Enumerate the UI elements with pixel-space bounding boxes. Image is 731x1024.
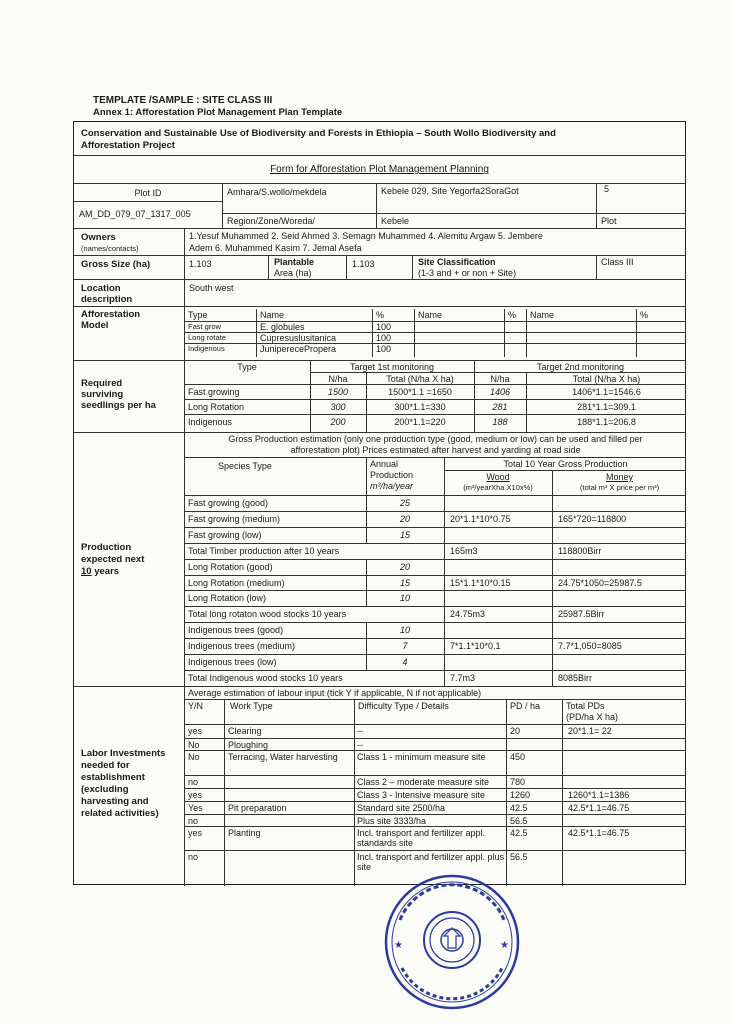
seedlings-value: 1406*1.1=1546.6: [572, 387, 641, 397]
labor-difficulty: Class 3 - Intensive measure site: [357, 790, 486, 800]
afforestation-cell: Cupresuslusitanica: [260, 333, 337, 343]
production-species: Long Rotation (low): [188, 593, 267, 603]
labor-label-5: harvesting and: [81, 796, 149, 807]
afforestation-header: Name: [530, 310, 555, 320]
afforestation-row: [74, 306, 685, 361]
labor-difficulty: Class 1 - minimum measure site: [357, 752, 486, 762]
form-title-row: [74, 155, 685, 184]
labor-yn: yes: [188, 726, 203, 736]
site-class-sub: (1-3 and + or non + Site): [418, 268, 517, 278]
production-species: Indigenous trees (medium): [188, 641, 296, 651]
seedlings-value: 281*1.1=309.1: [577, 402, 636, 412]
region-value: Amhara/S.wollo/mekdela: [227, 187, 327, 197]
afforestation-cell: Long rotate: [188, 333, 226, 342]
seedlings-target-1: Target 1st monitoring: [349, 362, 435, 372]
labor-work-type: Planting: [228, 828, 261, 838]
site-class-value: Class III: [601, 257, 634, 267]
production-wood-value: 7.7m3: [450, 673, 476, 683]
plot-number: 5: [604, 184, 610, 194]
labor-pd: 1260: [510, 790, 531, 800]
production-money-value: 7.7*1,050=8085: [558, 641, 622, 651]
table-rule: [184, 527, 685, 528]
table-rule: [444, 622, 445, 638]
template-title: TEMPLATE /SAMPLE : SITE CLASS III: [93, 95, 273, 106]
production-total-label: Total long rotaton wood stocks 10 years: [188, 609, 347, 619]
table-rule: [444, 638, 445, 654]
table-rule: [444, 527, 445, 543]
table-rule: [184, 606, 685, 607]
table-rule: [224, 699, 225, 886]
table-rule: [184, 801, 685, 802]
table-rule: [184, 543, 685, 544]
table-rule: [184, 738, 685, 739]
table-rule: [184, 699, 685, 700]
table-rule: [552, 638, 553, 654]
table-rule: [552, 575, 553, 591]
table-rule: [366, 457, 367, 495]
owners-sublabel: (names/contacts): [81, 244, 139, 253]
seedlings-value: 188: [492, 417, 508, 427]
labor-pd: 780: [510, 777, 526, 787]
seedlings-value: 1500: [327, 387, 349, 397]
table-rule: [184, 495, 685, 496]
region-label: Region/Zone/Woreda/: [227, 216, 315, 226]
seedlings-value: 300*1.1=330: [394, 402, 446, 412]
official-seal-stamp: [382, 872, 522, 1012]
production-species: Fast growing (good): [188, 498, 269, 508]
table-rule: [444, 559, 445, 575]
table-rule: [354, 699, 355, 886]
production-annual-value: 15: [399, 578, 410, 588]
project-title-2: Afforestation Project: [81, 140, 175, 151]
table-rule: [444, 470, 685, 471]
seedlings-value: 1500*1.1 =1650: [388, 387, 452, 397]
table-rule: [184, 724, 685, 725]
table-rule: [552, 622, 553, 638]
production-wood-value: 165m3: [450, 546, 478, 556]
labor-yn: No: [188, 740, 200, 750]
afforestation-label-2: Model: [81, 320, 109, 331]
seedlings-type: Long Rotation: [188, 402, 245, 412]
production-species: Fast growing (low): [188, 530, 262, 540]
owners-line-2: Adem 6. Muhammed Kasim 7. Jemal Asefa: [189, 243, 362, 253]
table-rule: [506, 699, 507, 886]
table-rule: [414, 309, 415, 357]
owners-row: [74, 228, 685, 256]
owners-line-1: 1.Yesuf Muhammed 2. Seid Ahmed 3. Semagn Muhammed 4. Alemitu Argaw 5. Jembere: [189, 231, 543, 241]
labor-row: [74, 686, 685, 886]
gross-size-label: Gross Size (ha): [81, 259, 151, 270]
production-annual-value: 4: [402, 657, 408, 667]
afforestation-cell: E. globules: [260, 322, 305, 332]
table-rule: [184, 814, 685, 815]
gross-size-row: [74, 255, 685, 280]
seedlings-value: 200*1.1=220: [394, 417, 446, 427]
table-rule: [184, 638, 685, 639]
table-rule: [552, 590, 553, 606]
production-annual-value: 25: [399, 498, 410, 508]
afforestation-label: Afforestation: [81, 309, 141, 320]
seedlings-value: 281: [492, 402, 508, 412]
seedlings-type: Indigenous: [188, 417, 233, 427]
afforestation-header: Name: [418, 310, 443, 320]
seedlings-value: 188*1.1=206.8: [577, 417, 636, 427]
labor-pd: 56.5: [510, 816, 528, 826]
labor-pd: 56.5: [510, 852, 528, 862]
table-rule: [184, 788, 685, 789]
production-row: [74, 432, 685, 687]
table-rule: [444, 575, 445, 591]
afforestation-header: Type: [188, 310, 208, 320]
table-rule: [552, 543, 553, 559]
labor-total: 42.5*1.1=46.75: [568, 828, 630, 838]
table-rule: [184, 457, 685, 458]
labor-label-2: needed for: [81, 760, 130, 771]
gross-size-value: 1.103: [189, 259, 212, 269]
production-money-value: 25987.5Birr: [558, 609, 605, 619]
table-rule: [444, 511, 445, 527]
table-rule: [636, 309, 637, 357]
table-rule: [256, 309, 257, 357]
afforestation-cell: JuniperecePropera: [260, 344, 337, 354]
seedlings-label: Required: [81, 378, 123, 389]
table-rule: [552, 495, 553, 511]
table-rule: [310, 372, 685, 373]
afforestation-cell: 100: [376, 333, 392, 343]
labor-yn: Yes: [188, 803, 203, 813]
production-species: Indigenous trees (good): [188, 625, 284, 635]
seedlings-row: [74, 360, 685, 433]
labor-total: 42.5*1.1=46.75: [568, 803, 630, 813]
production-total10-header: Total 10 Year Gross Production: [503, 459, 628, 469]
table-rule: [184, 850, 685, 851]
production-money-sub: (total m³ X price per m³): [579, 483, 660, 492]
plot-id-label: Plot ID: [134, 188, 162, 198]
table-rule: [552, 654, 553, 670]
annex-title: Annex 1: Afforestation Plot Management Plan Template: [93, 107, 343, 118]
table-rule: [184, 511, 685, 512]
afforestation-cell: 100: [376, 322, 392, 332]
table-rule: [184, 654, 685, 655]
labor-yn-header: Y/N: [188, 701, 204, 711]
production-money-value: 8085Birr: [558, 673, 593, 683]
labor-pd-header: PD / ha: [510, 701, 541, 711]
table-rule: [184, 622, 685, 623]
labor-difficulty: Class 2 – moderate measure site: [357, 777, 490, 787]
seedlings-value: 200: [330, 417, 346, 427]
owners-label: Owners: [81, 232, 116, 243]
seedlings-type-header: Type: [237, 362, 257, 372]
production-money-value: 118800Birr: [558, 546, 602, 556]
labor-label-3: establishment: [81, 772, 145, 783]
production-species: Long Rotation (good): [188, 562, 273, 572]
production-annual-header-3: m³/ha/year: [370, 481, 414, 491]
labor-pd: 42.5: [510, 828, 528, 838]
labor-work-type: Ploughing: [228, 740, 269, 750]
table-rule: [444, 606, 445, 622]
production-wood-value: 24.75m3: [450, 609, 486, 619]
production-species: Fast growing (medium): [188, 514, 281, 524]
production-annual-value: 15: [399, 530, 410, 540]
labor-note: Average estimation of labour input (tick Y if applicable, N if not applicable): [188, 688, 482, 698]
table-rule: [562, 699, 563, 886]
labor-work-type: Terracing, Water harvesting: [228, 752, 338, 762]
plot-label: Plot: [601, 216, 617, 226]
production-note-1: Gross Production estimation (only one production type (good, medium or low) can be used and filled per: [228, 434, 643, 444]
location-label: Location: [81, 283, 121, 294]
plot-id-value: AM_DD_079_07_1317_005: [79, 209, 191, 219]
labor-pd: 42.5: [510, 803, 528, 813]
labor-difficulty: Incl. transport and fertilizer appl. plus site: [357, 852, 505, 872]
production-annual-header-2: Production: [370, 470, 414, 480]
labor-difficulty-header: Difficulty Type / Details: [358, 701, 449, 711]
labor-yn: yes: [188, 790, 203, 800]
seedlings-total-1: Total (N/ha X ha): [386, 374, 454, 384]
production-wood-value: 20*1.1*10*0.75: [450, 514, 511, 524]
site-class-label: Site Classification: [418, 257, 496, 267]
labor-label: Labor Investments: [81, 748, 166, 759]
production-note-2: afforestation plot) Prices estimated after harvest and yarding at road side: [290, 445, 581, 455]
table-rule: [184, 384, 685, 385]
form-title: Form for Afforestation Plot Management Planning: [270, 164, 489, 175]
afforestation-header: Name: [260, 310, 285, 320]
labor-yn: no: [188, 816, 199, 826]
kebele-value: Kebele 029, Site Yegorfa2SoraGot: [381, 186, 519, 196]
production-species: Indigenous trees (low): [188, 657, 277, 667]
location-row: [74, 279, 685, 307]
table-rule: [504, 309, 505, 357]
table-rule: [444, 543, 445, 559]
table-rule: [552, 670, 553, 686]
table-rule: [444, 590, 445, 606]
labor-total: 1260*1.1=1386: [568, 790, 630, 800]
table-rule: [184, 414, 685, 415]
table-rule: [444, 654, 445, 670]
table-rule: [444, 495, 445, 511]
production-wood-value: 15*1.1*10*0.15: [450, 578, 511, 588]
labor-total: 20*1.1= 22: [568, 726, 612, 736]
production-total-label: Total Indigenous wood stocks 10 years: [188, 673, 343, 683]
svg-text:★: ★: [500, 940, 509, 951]
plantable-label-2: Area (ha): [274, 268, 312, 278]
table-rule: [184, 575, 685, 576]
production-species-header: Species Type: [218, 461, 272, 471]
afforestation-cell: Fast grow: [188, 322, 221, 331]
labor-difficulty: Plus site 3333/ha: [357, 816, 427, 826]
production-annual-value: 20: [399, 562, 410, 572]
table-rule: [184, 559, 685, 560]
labor-total-header: Total PDs: [566, 701, 605, 711]
afforestation-cell: Indigenous: [188, 344, 225, 353]
seedlings-value: 1406: [489, 387, 511, 397]
table-rule: [444, 670, 445, 686]
labor-pd: 20: [510, 726, 521, 736]
seedlings-label-2: surviving: [81, 389, 124, 400]
table-rule: [184, 750, 685, 751]
production-label: Production: [81, 542, 132, 553]
production-years-number: 10: [81, 566, 92, 577]
plot-id-row: [74, 183, 685, 229]
project-title: Conservation and Sustainable Use of Biodiversity and Forests in Ethiopia – South Wollo Biodiversity and: [81, 128, 556, 139]
production-money-header: Money: [605, 472, 633, 482]
table-rule: [184, 775, 685, 776]
table-rule: [526, 309, 527, 357]
table-rule: [552, 527, 553, 543]
table-rule: [184, 399, 685, 400]
plantable-label: Plantable: [274, 257, 315, 267]
location-value: South west: [189, 283, 234, 293]
seedlings-total-2: Total (N/ha X ha): [572, 374, 641, 384]
location-label-2: description: [81, 294, 133, 305]
kebele-label: Kebele: [381, 216, 410, 226]
production-wood-sub: (m³/yearXha X10x%): [463, 483, 533, 492]
production-wood-header: Wood: [486, 472, 510, 482]
labor-difficulty: --: [357, 740, 363, 750]
seedlings-value: 300: [330, 402, 346, 412]
labor-work-type: Clearing: [228, 726, 262, 736]
table-rule: [372, 309, 373, 357]
labor-work-type: Pit preparation: [228, 803, 287, 813]
labor-yn: no: [188, 777, 199, 787]
production-annual-value: 10: [399, 593, 410, 603]
production-species: Long Rotation (medium): [188, 578, 285, 588]
labor-work-header: Work Type: [230, 701, 273, 711]
plan-form: [73, 121, 686, 885]
production-money-value: 24.75*1050=25987.5: [558, 578, 642, 588]
production-money-value: 165*720=118800: [558, 514, 627, 524]
production-annual-header: Annual: [370, 459, 399, 469]
production-label-2: expected next: [81, 554, 145, 565]
seedlings-type: Fast growing: [188, 387, 240, 397]
labor-yn: no: [188, 852, 199, 862]
production-total-label: Total Timber production after 10 years: [188, 546, 340, 556]
afforestation-header: %: [640, 310, 649, 320]
afforestation-header: %: [508, 310, 517, 320]
production-label-3: [81, 566, 119, 577]
production-years-word: years: [91, 566, 120, 577]
production-annual-value: 20: [399, 514, 410, 524]
labor-difficulty: Incl. transport and fertilizer appl. standards site: [357, 828, 486, 848]
labor-pd: 450: [510, 752, 526, 762]
table-rule: [552, 559, 553, 575]
production-wood-value: 7*1.1*10*0.1: [450, 641, 501, 651]
labor-total-header-2: (PD/ha X ha): [566, 712, 619, 722]
labor-yn: yes: [188, 828, 203, 838]
table-rule: [184, 826, 685, 827]
labor-yn: No: [188, 752, 200, 762]
project-title-row: [74, 122, 685, 156]
labor-difficulty: --: [357, 726, 363, 736]
table-rule: [552, 511, 553, 527]
seedlings-nha-2: N/ha: [490, 374, 510, 384]
production-annual-value: 7: [402, 641, 408, 651]
seedlings-label-3: seedlings per ha: [81, 400, 156, 411]
labor-label-6: related activities): [81, 808, 159, 819]
afforestation-cell: 100: [376, 344, 392, 354]
production-annual-value: 10: [399, 625, 410, 635]
afforestation-header: %: [376, 310, 385, 320]
labor-label-4: (excluding: [81, 784, 129, 795]
table-rule: [184, 590, 685, 591]
table-rule: [184, 670, 685, 671]
seedlings-nha-1: N/ha: [328, 374, 348, 384]
plantable-value: 1.103: [352, 259, 375, 269]
svg-text:★: ★: [394, 940, 403, 951]
seedlings-target-2: Target 2nd monitoring: [536, 362, 625, 372]
table-rule: [552, 606, 553, 622]
labor-difficulty: Standard site 2500/ha: [357, 803, 446, 813]
